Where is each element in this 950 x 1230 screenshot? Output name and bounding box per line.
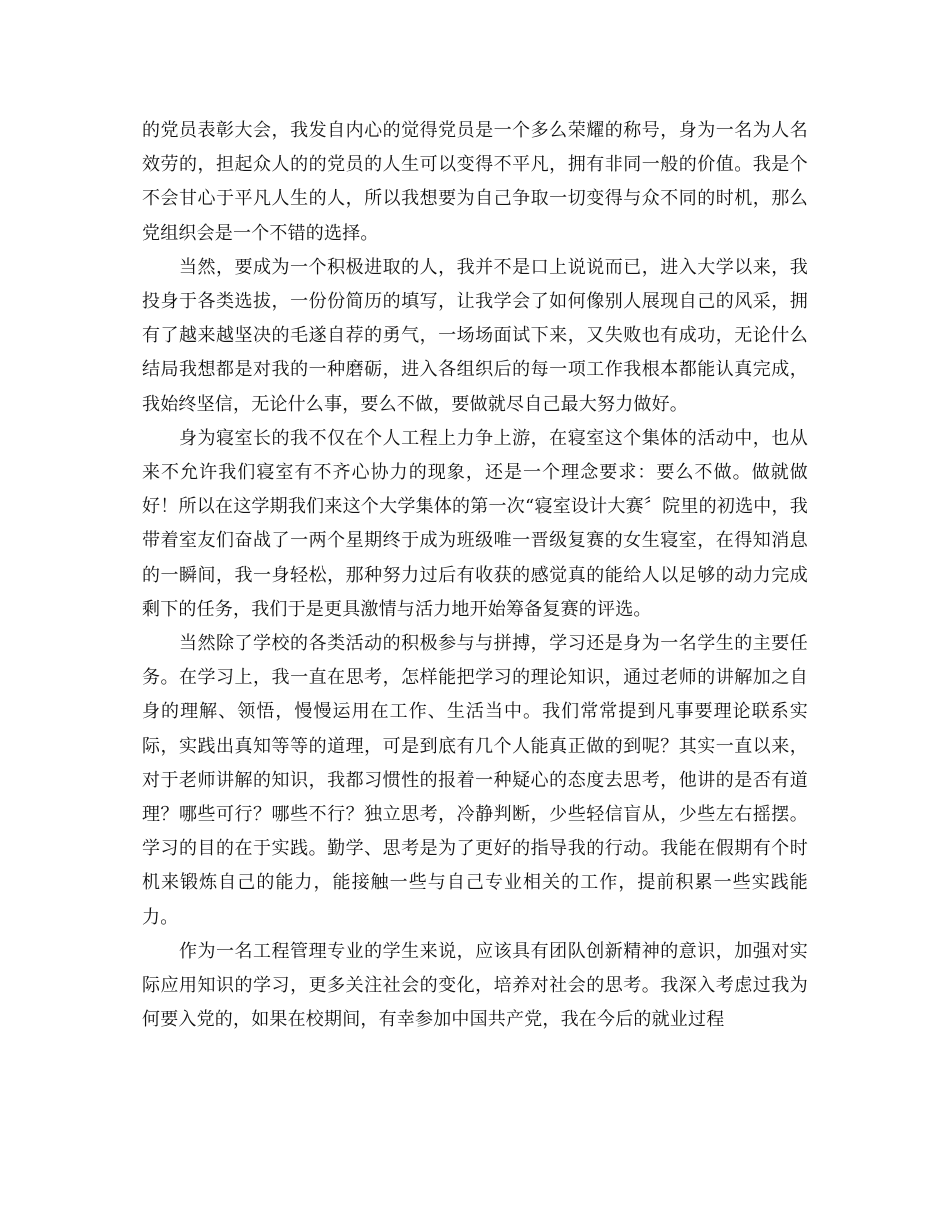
document-body — [142, 114, 808, 1037]
paragraph-1: 的党员表彰大会，我发自内心的觉得党员是一个多么荣耀的称号，身为一名为人名效劳的，担起众人的的党员的人生可以变得不平凡，拥有非同一般的价值。我是个不会甘心于平凡人生的人，所以我想要为自己争取一切变得与众不同的时机，那么党组织会是一个不错的选择。 — [142, 120, 808, 244]
paragraph-2: 当然，要成为一个积极进取的人，我并不是口上说说而已，进入大学以来，我投身于各类选拔，一份份简历的填写，让我学会了如何像别人展现自己的风采，拥有了越来越坚决的毛遂自荐的勇气，一场场面试下来，又失败也有成功，无论什么结局我想都是对我的一种磨砺，进入各组织后的每一项工作我根本都能认真完成，我始终坚信，无论什么事，要么不做，要做就尽自己最大努力做好。 — [142, 256, 808, 415]
paragraph-3: 身为寝室长的我不仅在个人工程上力争上游，在寝室这个集体的活动中，也从来不允许我们寝室有不齐心协力的现象，还是一个理念要求：要么不做。做就做好！所以在这学期我们来这个大学集体的第一次“寝室设计大赛〞院里的初选中，我带着室友们奋战了一两个星期终于成为班级唯一晋级复赛的女生寝室，在得知消息的一瞬间，我一身轻松，那种努力过后有收获的感觉真的能给人以足够的动力完成剩下的任务，我们于是更具激情与活力地开始筹备复赛的评选。 — [142, 427, 808, 620]
paragraph-4: 当然除了学校的各类活动的积极参与与拼搏，学习还是身为一名学生的主要任务。在学习上，我一直在思考，怎样能把学习的理论知识，通过老师的讲解加之自身的理解、领悟，慢慢运用在工作、生活当中。我们常常提到凡事要理论联系实际，实践出真知等等的道理，可是到底有几个人能真正做的到呢？其实一直以来，对于老师讲解的知识，我都习惯性的报着一种疑心的态度去思考，他讲的是否有道理？哪些可行？哪些不行？独立思考，冷静判断，少些轻信盲从，少些左右摇摆。学习的目的在于实践。勤学、思考是为了更好的指导我的行动。我能在假期有个时机来锻炼自己的能力，能接触一些与自己专业相关的工作，提前积累一些实践能力。 — [142, 633, 808, 928]
paragraph-5: 作为一名工程管理专业的学生来说，应该具有团队创新精神的意识，加强对实际应用知识的学习，更多关注社会的变化，培养对社会的思考。我深入考虑过我为何要入党的，如果在校期间，有幸参加中国共产党，我在今后的就业过程 — [142, 940, 808, 1031]
